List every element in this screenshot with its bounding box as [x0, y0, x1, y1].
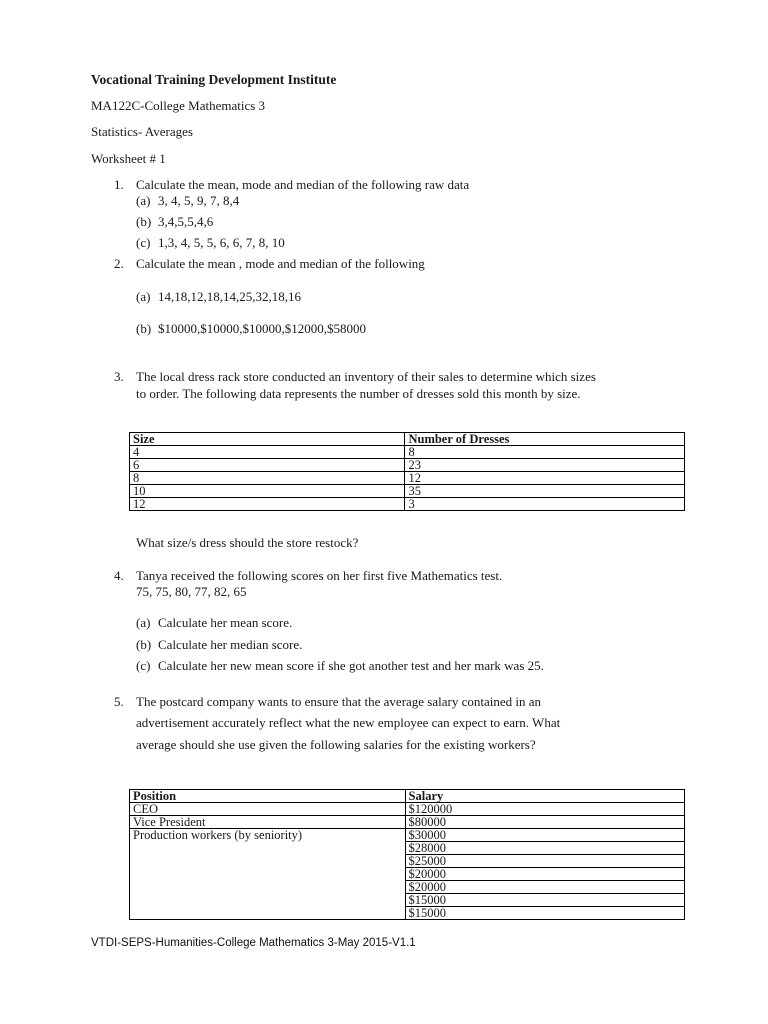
q4-scores: 75, 75, 80, 77, 82, 65 — [136, 584, 247, 599]
q1a-text: 3, 4, 5, 9, 7, 8,4 — [158, 193, 240, 208]
q3-line2: to order. The following data represents the number of dresses sold this month by size. — [136, 386, 581, 401]
size-cell: 6 — [130, 459, 405, 472]
salary-cell: $30000 — [405, 829, 684, 842]
q2b-text: $10000,$10000,$10000,$12000,$58000 — [158, 321, 366, 336]
size-cell: 12 — [130, 498, 405, 511]
q3-number: 3. — [114, 369, 124, 384]
salary-cell: $28000 — [405, 842, 684, 855]
table-row — [130, 472, 685, 485]
position-header: Position — [130, 790, 406, 803]
table-row — [130, 498, 685, 511]
salary-header: Salary — [405, 790, 684, 803]
count-cell: 8 — [405, 446, 685, 459]
table-row — [130, 485, 685, 498]
q1c-text: 1,3, 4, 5, 5, 6, 6, 7, 8, 10 — [158, 235, 285, 250]
q2-number: 2. — [114, 256, 124, 271]
table-header-row — [130, 790, 685, 803]
q1-number: 1. — [114, 177, 124, 192]
count-cell: 23 — [405, 459, 685, 472]
salary-cell: $20000 — [405, 868, 684, 881]
q4c-text: Calculate her new mean score if she got another test and her mark was 25. — [158, 658, 544, 673]
q5-line3: average should she use given the following salaries for the existing workers? — [136, 737, 536, 752]
salary-cell: $80000 — [405, 816, 684, 829]
q4b-text: Calculate her median score. — [158, 637, 303, 652]
q4a-text: Calculate her mean score. — [158, 615, 293, 630]
dress-sizes-table — [129, 432, 685, 511]
size-cell: 10 — [130, 485, 405, 498]
table-row — [130, 459, 685, 472]
q4-number: 4. — [114, 568, 124, 583]
table-row — [130, 803, 685, 816]
table-header-row — [130, 433, 685, 446]
salary-cell: $120000 — [405, 803, 684, 816]
q3-question: What size/s dress should the store restock? — [136, 535, 359, 550]
q2a-label: (a) — [136, 289, 151, 304]
q1b-label: (b) — [136, 214, 152, 229]
position-cell: CEO — [130, 803, 406, 816]
q2-text: Calculate the mean , mode and median of the following — [136, 256, 425, 271]
q2a-text: 14,18,12,18,14,25,32,18,16 — [158, 289, 301, 304]
table-row — [130, 816, 685, 829]
salary-cell: $15000 — [405, 907, 684, 920]
q5-line1: The postcard company wants to ensure that the average salary contained in an — [136, 694, 542, 709]
salaries-table — [129, 789, 685, 920]
count-cell: 12 — [405, 472, 685, 485]
q4c-label: (c) — [136, 658, 151, 673]
size-cell: 4 — [130, 446, 405, 459]
count-cell: 35 — [405, 485, 685, 498]
salary-cell: $20000 — [405, 881, 684, 894]
q5-line2: advertisement accurately reflect what the new employee can expect to earn. What — [136, 715, 561, 730]
table-row — [130, 829, 685, 842]
q1c-label: (c) — [136, 235, 151, 250]
institute-title: Vocational Training Development Institute — [91, 72, 337, 87]
q4-text: Tanya received the following scores on her first five Mathematics test. — [136, 568, 503, 583]
salary-cell: $25000 — [405, 855, 684, 868]
worksheet-title: Worksheet # 1 — [91, 151, 166, 166]
q1-text: Calculate the mean, mode and median of the following raw data — [136, 177, 470, 192]
position-cell: Production workers (by seniority) — [130, 829, 406, 920]
number-of-dresses-header: Number of Dresses — [405, 433, 685, 446]
topic-title: Statistics- Averages — [91, 124, 193, 139]
size-header: Size — [130, 433, 405, 446]
salary-cell: $15000 — [405, 894, 684, 907]
q1b-text: 3,4,5,5,4,6 — [158, 214, 214, 229]
table-row — [130, 446, 685, 459]
q2b-label: (b) — [136, 321, 152, 336]
q4b-label: (b) — [136, 637, 152, 652]
count-cell: 3 — [405, 498, 685, 511]
q4a-label: (a) — [136, 615, 151, 630]
q5-number: 5. — [114, 694, 124, 709]
q3-line1: The local dress rack store conducted an inventory of their sales to determine which sizes — [136, 369, 596, 384]
size-cell: 8 — [130, 472, 405, 485]
position-cell: Vice President — [130, 816, 406, 829]
course-title: MA122C-College Mathematics 3 — [91, 98, 266, 113]
page-footer: VTDI-SEPS-Humanities-College Mathematics 3-May 2015-V1.1 — [91, 937, 416, 949]
q1a-label: (a) — [136, 193, 151, 208]
